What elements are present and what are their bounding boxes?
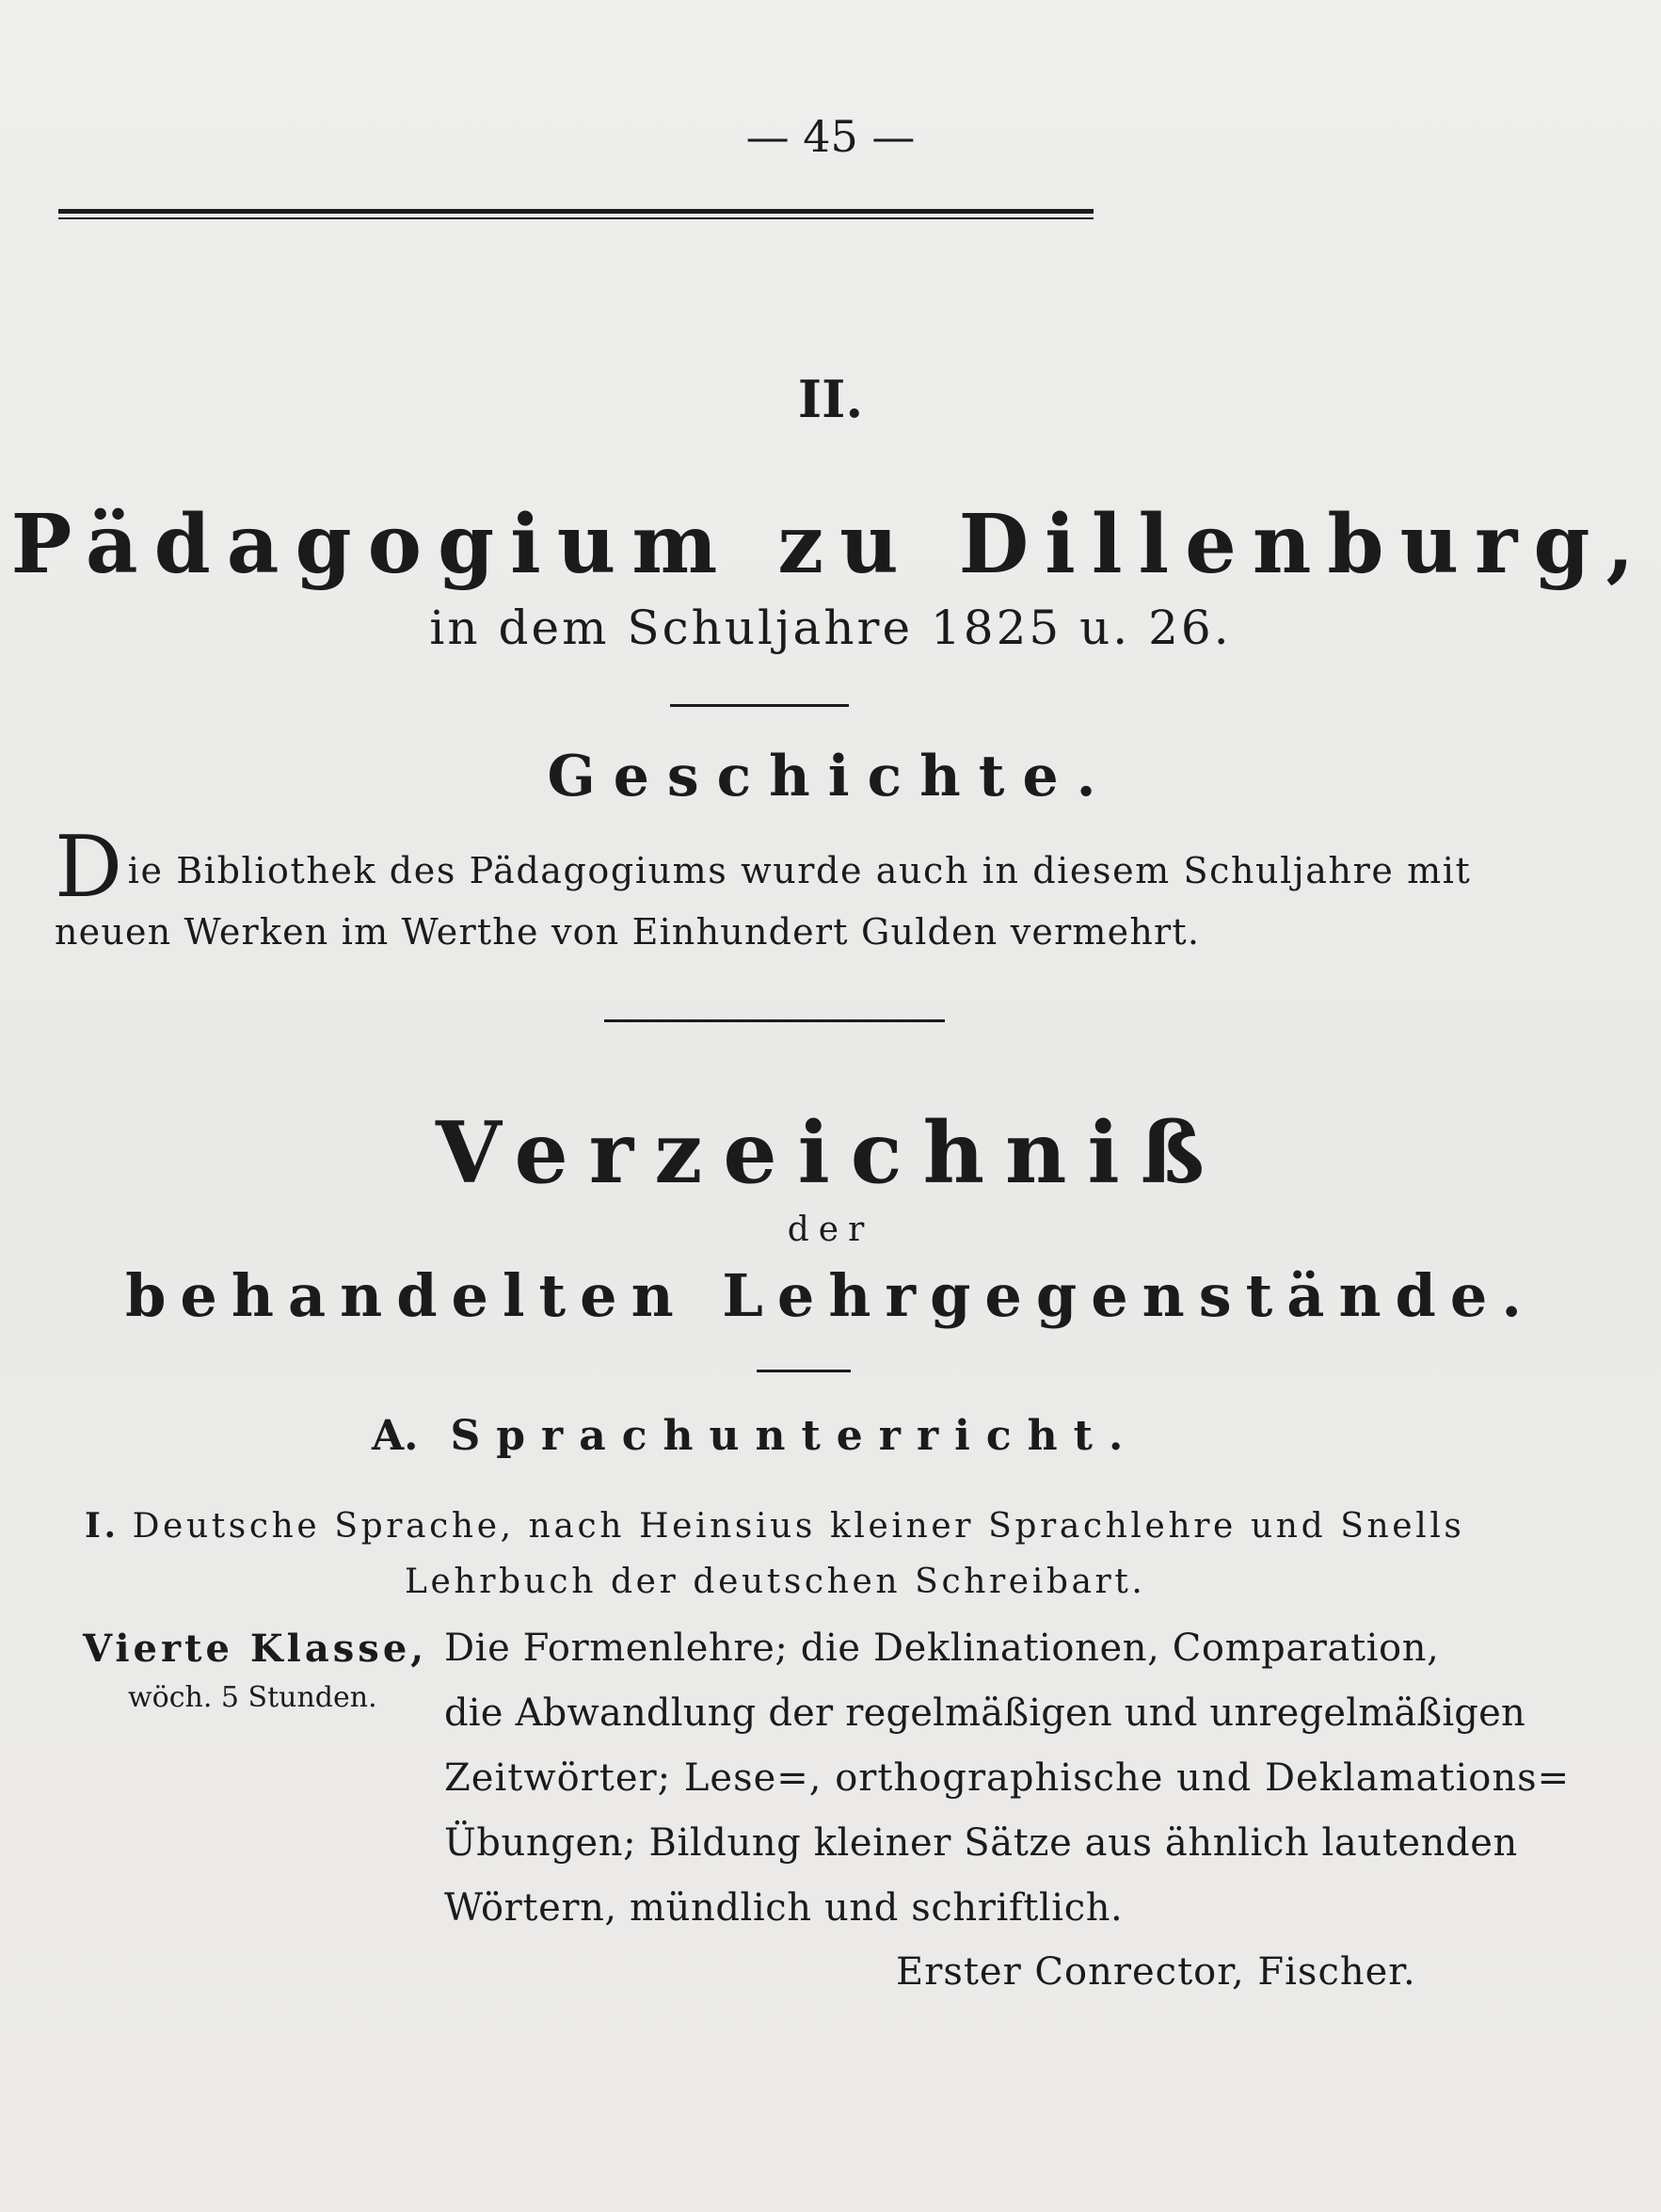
drop-initial: D <box>55 818 124 917</box>
section-divider <box>670 704 849 707</box>
chapter-numeral: II. <box>797 369 864 429</box>
page-number: — 45 — <box>745 111 916 162</box>
institution-title: Pädagogium zu Dillenburg, <box>10 497 1651 592</box>
subject-heading-text: Deutsche Sprache, nach Heinsius kleiner Sprachlehre und Snells <box>132 1507 1465 1546</box>
listing-der: der <box>787 1210 874 1249</box>
class-content-line: Übungen; Bildung kleiner Sätze aus ähnlich lautenden <box>444 1821 1518 1865</box>
subject-heading-line-2: Lehrbuch der deutschen Schreibart. <box>405 1563 1146 1601</box>
listing-subtitle: behandelten Lehrgegenstände. <box>125 1261 1536 1330</box>
subject-heading-line-1 <box>85 1506 1465 1546</box>
history-paragraph-line-1 <box>55 818 1472 917</box>
class-content-line: Wörtern, mündlich und schriftlich. <box>444 1886 1124 1930</box>
teacher-signature: Erster Conrector, Fischer. <box>896 1950 1416 1994</box>
class-name: Vierte Klasse, <box>83 1627 428 1671</box>
class-hours: wöch. 5 Stunden. <box>128 1681 377 1714</box>
class-content-line: Zeitwörter; Lese=, orthographische und Deklamations= <box>444 1756 1571 1800</box>
history-paragraph-line-2: neuen Werken im Werthe von Einhundert Gulden vermehrt. <box>55 911 1201 953</box>
school-year-line: in dem Schuljahre 1825 u. 26. <box>429 601 1232 655</box>
section-a-title: Sprachunterricht. <box>450 1412 1140 1460</box>
section-divider <box>604 1019 945 1022</box>
listing-title: Verzeichniß <box>435 1103 1226 1203</box>
class-content-line: die Abwandlung der regelmäßigen und unregelmäßigen <box>444 1691 1525 1735</box>
section-divider <box>757 1370 851 1372</box>
class-content-line: Die Formenlehre; die Deklinationen, Comparation, <box>444 1627 1440 1670</box>
section-a-heading <box>372 1412 1139 1460</box>
subject-numeral: I. <box>85 1506 120 1546</box>
header-rule-thick <box>58 209 1094 214</box>
header-rule-thin <box>58 217 1094 219</box>
history-heading: Geschichte. <box>547 744 1114 809</box>
history-line-1-text: ie Bibliothek des Pädagogiums wurde auch in diesem Schuljahre mit <box>127 850 1472 891</box>
section-a-label: A. <box>372 1412 419 1460</box>
